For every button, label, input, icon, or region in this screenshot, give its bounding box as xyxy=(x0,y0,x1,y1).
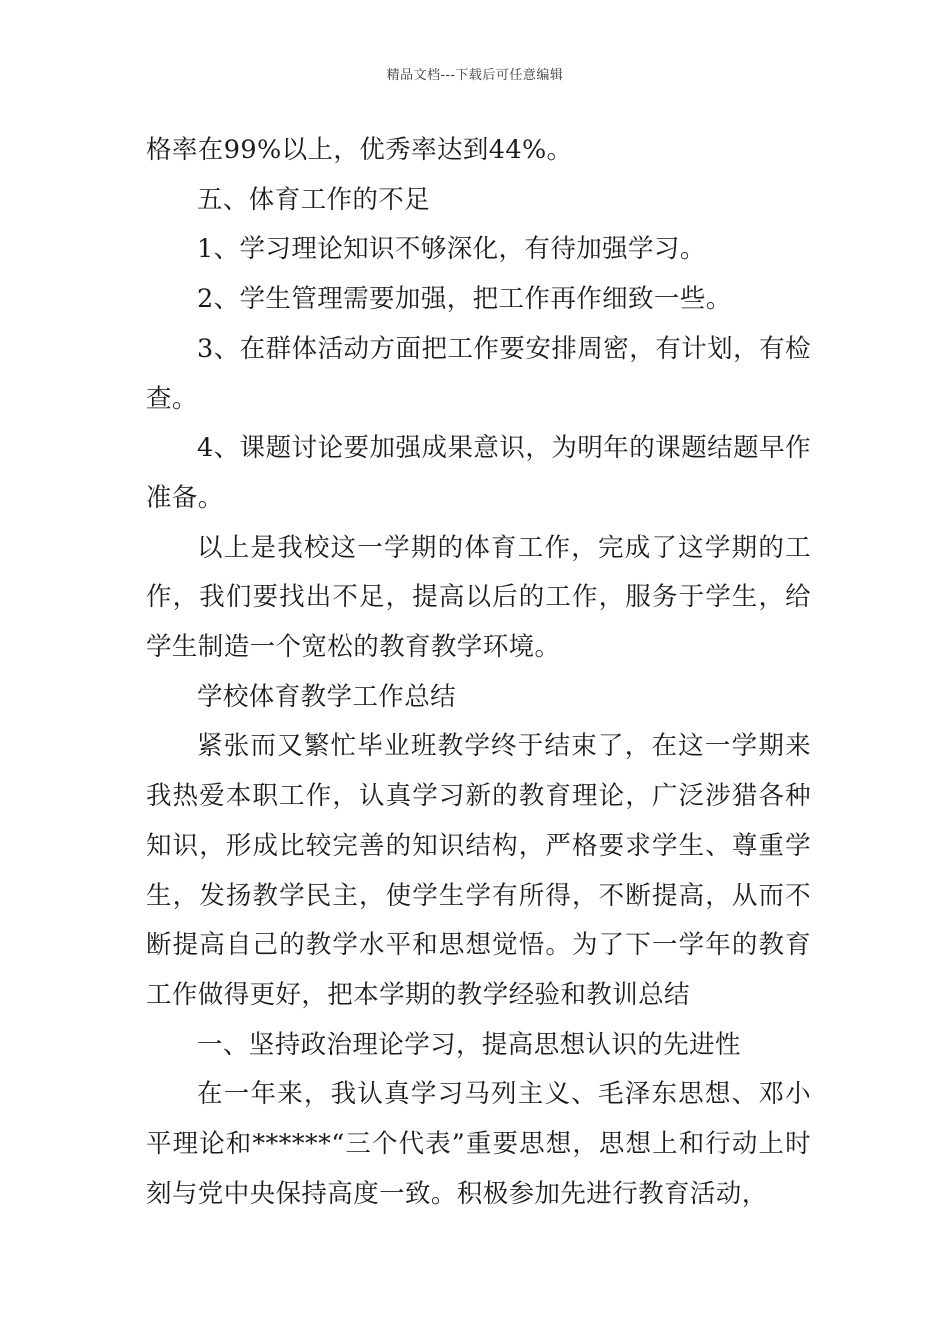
document-body xyxy=(146,126,811,1219)
paragraph-pass-rate: 格率在99%以上，优秀率达到44%。 xyxy=(146,135,573,165)
page-header: 精品文档---下载后可任意编辑 xyxy=(386,68,564,83)
list-item-1: 1、学习理论知识不够深化，有待加强学习。 xyxy=(197,234,706,265)
heading-summary-title: 学校体育教学工作总结 xyxy=(197,681,457,712)
list-item-4: 4、课题讨论要加强成果意识，为明年的课题结题早作准备。 xyxy=(146,433,811,513)
paragraph-conclusion: 以上是我校这一学期的体育工作，完成了这学期的工作，我们要找出不足，提高以后的工作，服务于学生，给学生制造一个宽松的教育教学环境。 xyxy=(146,532,811,663)
list-item-3: 3、在群体活动方面把工作要安排周密，有计划，有检查。 xyxy=(146,333,811,414)
list-item-2: 2、学生管理需要加强，把工作再作细致一些。 xyxy=(197,284,732,315)
paragraph-intro: 紧张而又繁忙毕业班教学终于结束了，在这一学期来我热爱本职工作，认真学习新的教育理论，广泛涉猎各种知识，形成比较完善的知识结构，严格要求学生、尊重学生，发扬教学民主，使学生学有所得，不断提高，从而不断提高自己的教学水平和思想觉悟。为了下一学年的教育工作做得更好，把本学期的教学经验和教训总结 xyxy=(146,731,811,1010)
heading-section-one: 一、坚持政治理论学习，提高思想认识的先进性 xyxy=(197,1029,741,1060)
paragraph-study: 在一年来，我认真学习马列主义、毛泽东思想、邓小平理论和******“三个代表”重要思想，思想上和行动上时刻与党中央保持高度一致。积极参加先进行教育活动， xyxy=(146,1079,811,1209)
heading-shortcomings: 五、体育工作的不足 xyxy=(197,184,431,215)
